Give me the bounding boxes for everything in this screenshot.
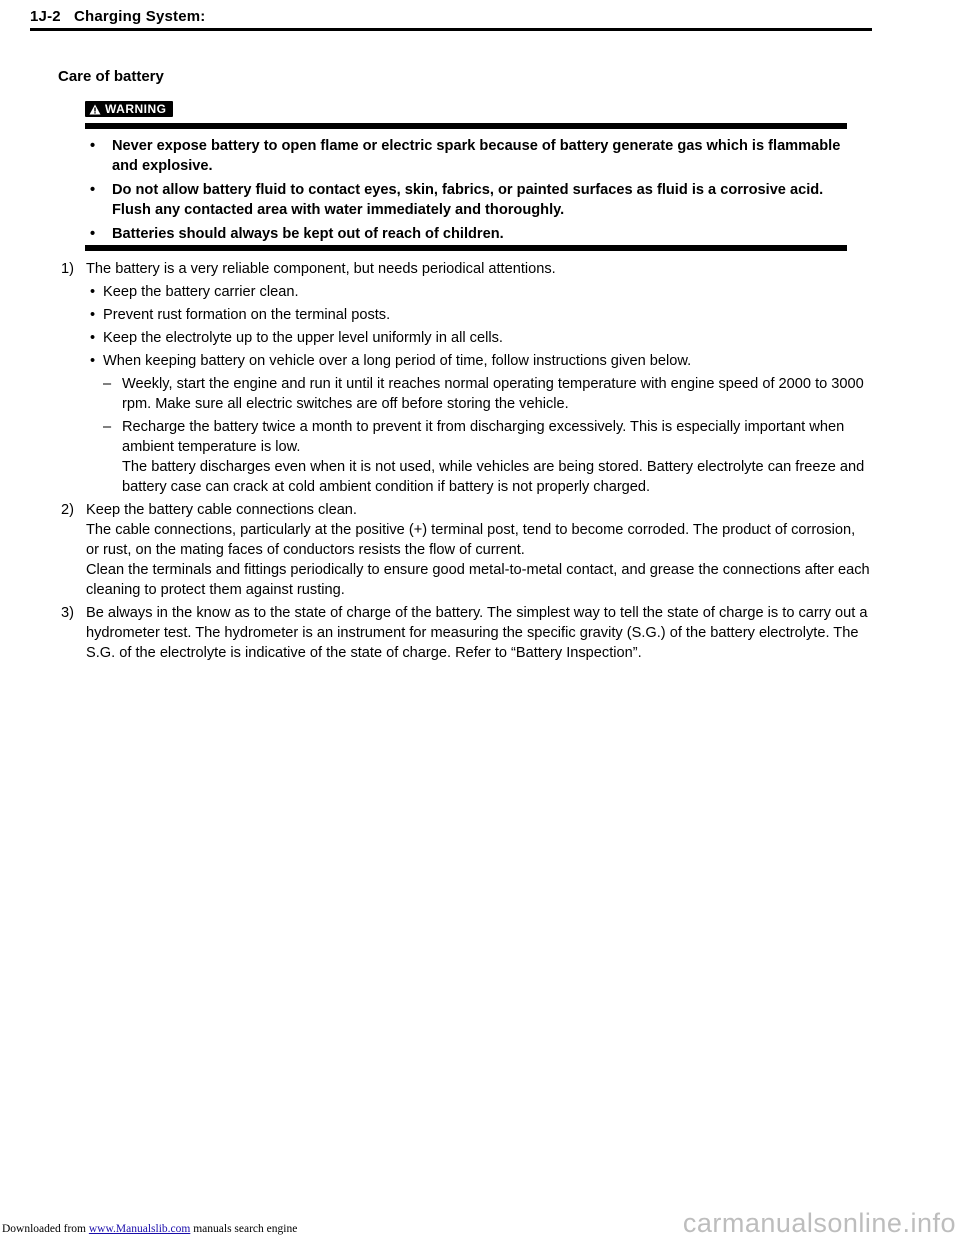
step-number: 3) (61, 605, 74, 621)
step-text: Keep the battery cable connections clean. (86, 502, 357, 518)
warning-item: • Do not allow battery fluid to contact eyes, skin, fabrics, or painted surfaces as fluid is a corrosive acid. Flush any contacted area with water immediately and thoroughly. (90, 182, 824, 218)
list-item: • Prevent rust formation on the terminal posts. (90, 307, 391, 323)
step-2 (61, 500, 871, 600)
step-number: 2) (61, 502, 74, 518)
warning-list (85, 136, 847, 248)
header-rule (30, 28, 872, 31)
warning-rule-bottom (85, 245, 847, 251)
manualslib-link[interactable]: www.Manualslib.com (88, 1223, 191, 1235)
watermark: carmanualsonline.info (682, 1208, 956, 1238)
warning-item: • Batteries should always be kept out of reach of children. (90, 226, 504, 242)
step-paragraph: Clean the terminals and fittings periodically to ensure good metal-to-metal contact, and grease the connections after each cleaning to protect them against rusting. (86, 562, 870, 598)
step-number: 1) (61, 261, 74, 277)
step-3 (61, 603, 871, 663)
step-paragraph: The cable connections, particularly at the positive (+) terminal post, tend to become corroded. The product of corrosion, or rust, on the mating faces of conductors resists the flow of current. (86, 522, 856, 558)
page-header (30, 8, 206, 25)
section-name: Charging System: (73, 8, 206, 25)
procedure-body (61, 259, 871, 665)
step-1 (61, 259, 871, 279)
warning-label: WARNING (105, 102, 167, 116)
section-title: Care of battery (58, 68, 164, 85)
sub-list-item: – Recharge the battery twice a month to prevent it from discharging excessively. This is especially important when ambient temperature is low. The battery discharges even when it is not used, while vehicles are being stored. Battery electrolyte can freeze and battery case can crack at cold ambient condition if battery is not properly charged. (103, 419, 865, 495)
warning-rule-top (85, 123, 847, 129)
download-footer: Downloaded from www.Manualslib.com manuals search engine (2, 1223, 298, 1235)
warning-badge (85, 101, 173, 117)
list-item: • Keep the electrolyte up to the upper level uniformly in all cells. (90, 330, 503, 346)
step-text: Be always in the know as to the state of charge of the battery. The simplest way to tell the state of charge is to carry out a hydrometer test. The hydrometer is an instrument for measuring the specific gravity (S.G.) of the battery electrolyte. The S.G. of the electrolyte is indicative of the state of charge. Refer to “Battery Inspection”. (86, 605, 868, 661)
sub-list-item: – Weekly, start the engine and run it until it reaches normal operating temperature with engine speed of 2000 to 3000 rpm. Make sure all electric switches are off before storing the vehicle. (103, 376, 864, 412)
warning-triangle-icon (89, 104, 101, 115)
section-code: 1J-2 (30, 8, 61, 25)
warning-item: • Never expose battery to open flame or electric spark because of battery generate gas which is flammable and explosive. (90, 138, 841, 174)
list-item: • When keeping battery on vehicle over a long period of time, follow instructions given below. (90, 353, 692, 369)
step-text: The battery is a very reliable component, but needs periodical attentions. (86, 261, 556, 277)
list-item: • Keep the battery carrier clean. (90, 284, 299, 300)
